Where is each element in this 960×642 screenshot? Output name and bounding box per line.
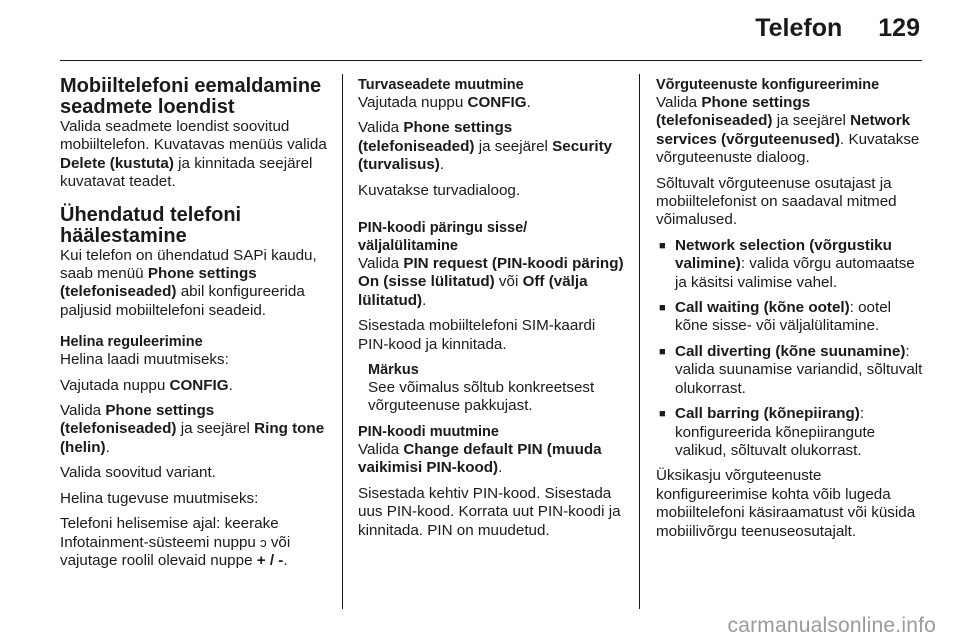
para-pair-phone: Kui telefon on ühendatud SAPi kaudu, saab menüü Phone settings (telefoniseaded) abil konfigureerida paljusid mobiiltelefoni seadeid. — [60, 246, 317, 319]
column-middle — [358, 76, 628, 547]
para-change-1: Valida Change default PIN (muuda vaikimisi PIN-kood). — [358, 440, 602, 477]
para-sec-1: Vajutada nuppu CONFIG. — [358, 94, 531, 111]
para-net-3: Üksikasju võrguteenuste konfigureerimise kohta võib lugeda mobiiltelefoni käsiraamatust või küsida mobiilivõrgu teenuseosutajalt. — [656, 467, 916, 540]
square-bullet-icon: ■ — [659, 239, 666, 252]
page-header — [755, 14, 920, 43]
square-bullet-icon: ■ — [659, 408, 666, 421]
square-bullet-icon: ■ — [659, 302, 666, 315]
para-ring-6: Telefoni helisemise ajal: keerake Infotainment-süsteemi nuppu ↄ või vajutage roolil olevaid nuppe + / -. — [60, 515, 291, 569]
list-item: ■ Call barring (kõnepiirang): konfigureerida kõnepiirangute valikud, sõltuvalt olukorrast. — [656, 405, 924, 460]
para-sec-3: Kuvatakse turvadialoog. — [358, 181, 521, 199]
para-ring-2: Vajutada nuppu CONFIG. — [60, 376, 233, 394]
para-pin-2: Sisestada mobiiltelefoni SIM-kaardi PIN-kood ja kinnitada. — [358, 317, 596, 353]
heading-remove-phone: Mobiiltelefoni eemaldamine seadmete loendist — [60, 75, 322, 118]
list-item: ■ Call diverting (kõne suunamine): valida suunamise variandid, sõltuvalt olukorrast. — [656, 343, 924, 398]
para-net-1: Valida Phone settings (telefoniseaded) ja seejärel Network services (võrguteenused). Kuvatakse võrguteenuste dialoog. — [656, 94, 920, 167]
para-net-2: Sõltuvalt võrguteenuse osutajast ja mobiiltelefonist on saadaval mitmed võimalused. — [656, 174, 897, 229]
heading-pin-request: PIN-koodi päringu sisse/ väljalülitamine — [358, 220, 528, 255]
list-item: ■ Network selection (võrgustiku valimine): valida võrgu automaatse ja käsitsi valimise vahel. — [656, 237, 924, 292]
column-divider-right — [639, 74, 640, 609]
chapter-title: Telefon — [755, 14, 843, 42]
watermark: carmanualsonline.info — [727, 614, 936, 637]
heading-pair-phone: Ühendatud telefoni häälestamine — [60, 203, 242, 247]
para-ring-1: Helina laadi muutmiseks: — [60, 351, 229, 369]
note-box — [358, 361, 628, 416]
heading-network-services: Võrguteenuste konfigureerimine — [656, 77, 880, 93]
list-item: ■ Call waiting (kõne ootel): ootel kõne sisse- või väljalülitamine. — [656, 299, 924, 336]
page-number: 129 — [878, 14, 920, 42]
para-sec-2: Valida Phone settings (telefoniseaded) ja seejärel Security (turvalisus). — [358, 119, 613, 174]
para-ring-4: Valida soovitud variant. — [60, 464, 216, 482]
heading-security: Turvaseadete muutmine — [358, 77, 524, 93]
square-bullet-icon: ■ — [659, 345, 666, 358]
heading-change-pin: PIN-koodi muutmine — [358, 423, 499, 440]
power-knob-icon: ↄ — [260, 534, 267, 550]
column-left — [60, 76, 332, 577]
para-ring-5: Helina tugevuse muutmiseks: — [60, 489, 259, 507]
para-remove-phone: Valida seadmete loendist soovitud mobiiltelefon. Kuvatavas menüüs valida Delete (kustuta) ja kinnitada seejärel kuvatavat teadet. — [60, 118, 327, 191]
note-title: Märkus — [368, 362, 419, 379]
column-right — [656, 76, 924, 548]
column-divider-left — [342, 74, 343, 609]
para-pin-1: Valida PIN request (PIN-koodi päring) On (sisse lülitatud) või Off (välja lülitatud). — [358, 255, 624, 309]
para-ring-3: Valida Phone settings (telefoniseaded) ja seejärel Ring tone (helin). — [60, 402, 325, 456]
heading-ring-tone: Helina reguleerimine — [60, 334, 203, 351]
header-rule — [60, 60, 922, 61]
para-change-2: Sisestada kehtiv PIN-kood. Sisestada uus PIN-kood. Korrata uut PIN-koodi ja kinnitada. PIN on muudetud. — [358, 484, 621, 539]
note-text: See võimalus sõltub konkreetsest võrguteenuse pakkujast. — [368, 379, 595, 415]
